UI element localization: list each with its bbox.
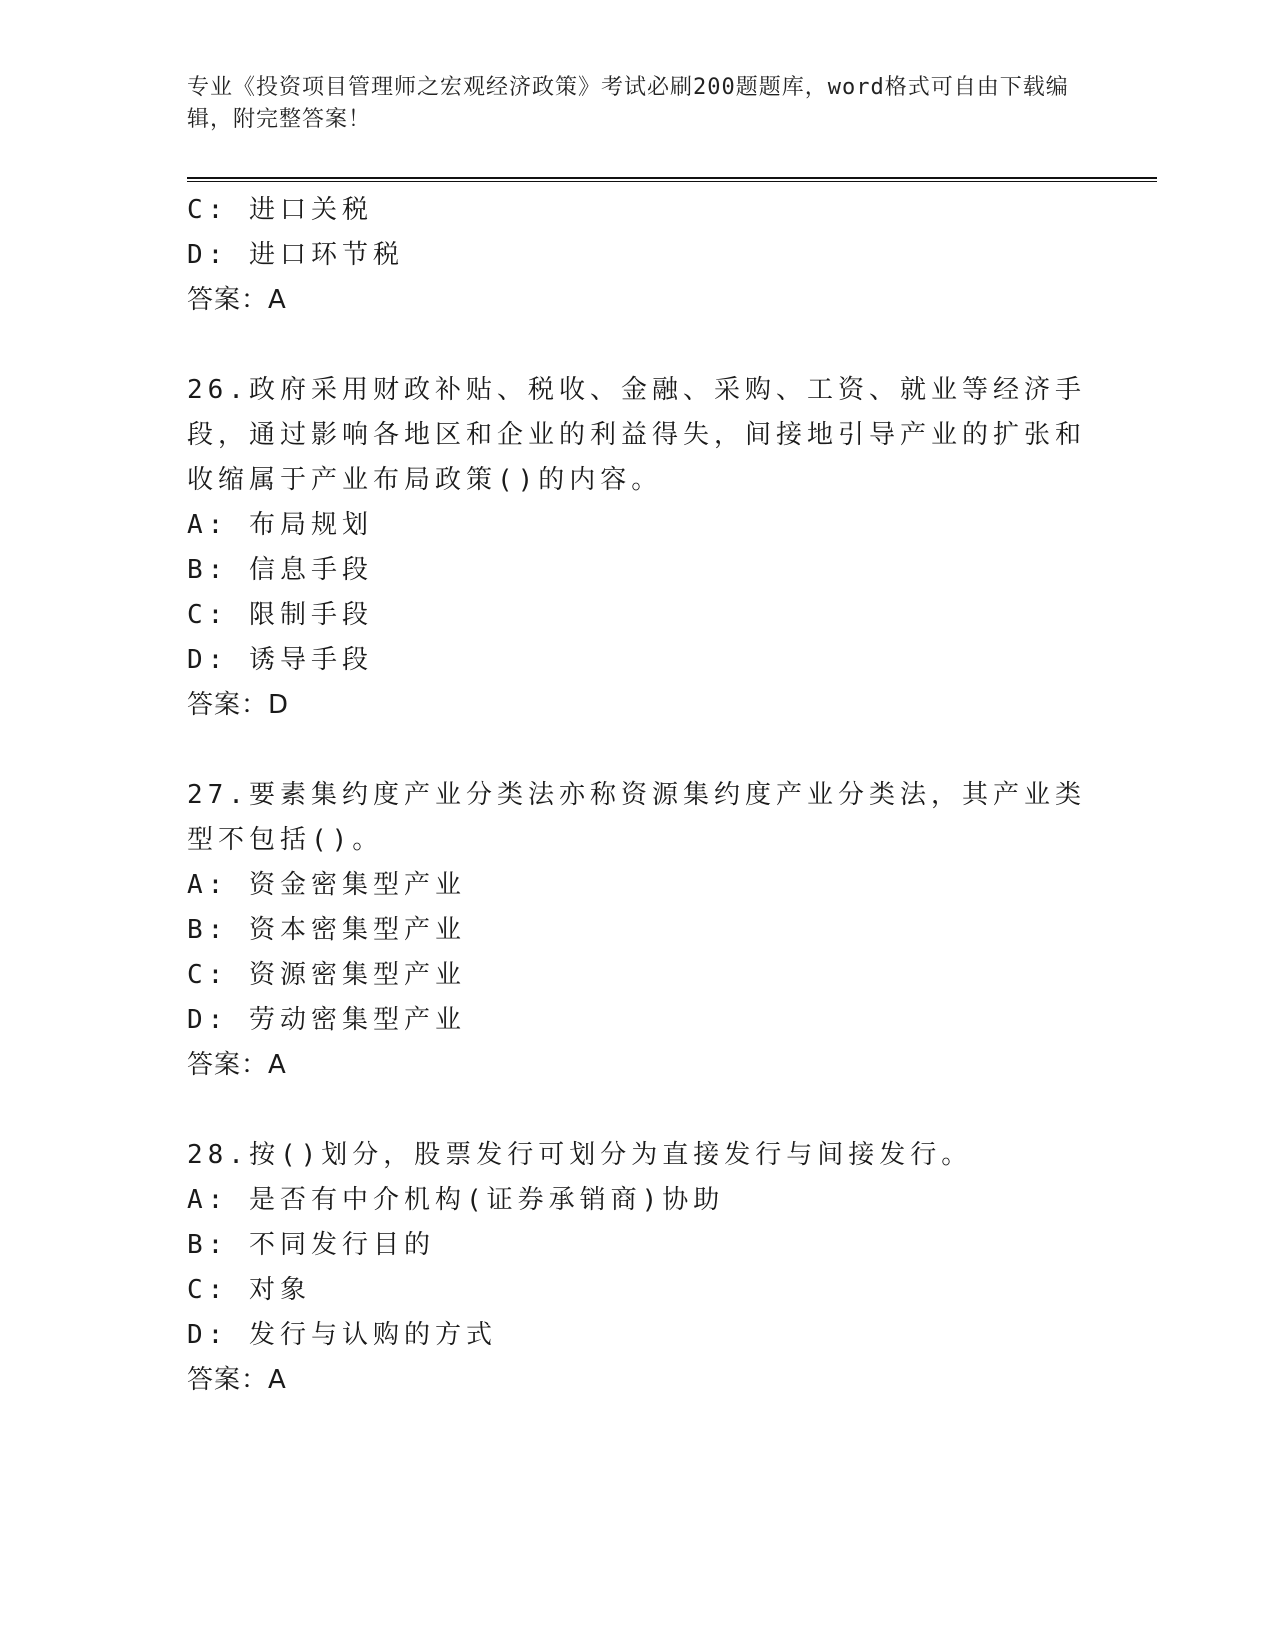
answer: 答案：A: [187, 1365, 287, 1395]
option-a: A: 资金密集型产业: [187, 870, 466, 900]
option-d: D: 诱导手段: [187, 645, 373, 675]
option-c: C: 对象: [187, 1275, 311, 1305]
answer: 答案：A: [187, 285, 287, 315]
option-b: B: 资本密集型产业: [187, 915, 466, 945]
option-d: D: 进口环节税: [187, 240, 404, 270]
question-text: 28.按()划分，股票发行可划分为直接发行与间接发行。: [187, 1140, 973, 1170]
option-b: B: 信息手段: [187, 555, 373, 585]
header-divider: [187, 177, 1157, 182]
option-d: D: 劳动密集型产业: [187, 1005, 466, 1035]
answer: 答案：D: [187, 690, 290, 720]
option-c: C: 资源密集型产业: [187, 960, 466, 990]
question-28: [187, 1133, 1157, 1403]
question-27: [187, 773, 1157, 1088]
question-text: 26.政府采用财政补贴、税收、金融、采购、工资、就业等经济手段，通过影响各地区和企业的利益得失，间接地引导产业的扩张和收缩属于产业布局政策()的内容。: [187, 375, 1087, 495]
option-c: C: 进口关税: [187, 195, 373, 225]
document-body: [187, 188, 1157, 1403]
option-a: A: 是否有中介机构(证券承销商)协助: [187, 1185, 725, 1215]
option-b: B: 不同发行目的: [187, 1230, 435, 1260]
question-26: [187, 368, 1157, 728]
option-c: C: 限制手段: [187, 600, 373, 630]
answer: 答案：A: [187, 1050, 287, 1080]
question-text: 27.要素集约度产业分类法亦称资源集约度产业分类法，其产业类型不包括()。: [187, 780, 1086, 855]
option-d: D: 发行与认购的方式: [187, 1320, 497, 1350]
option-a: A: 布局规划: [187, 510, 373, 540]
prev-question-block: [187, 188, 1157, 323]
document-header: 专业《投资项目管理师之宏观经济政策》考试必刷200题题库，word格式可自由下载编辑，附完整答案！: [187, 75, 1069, 132]
